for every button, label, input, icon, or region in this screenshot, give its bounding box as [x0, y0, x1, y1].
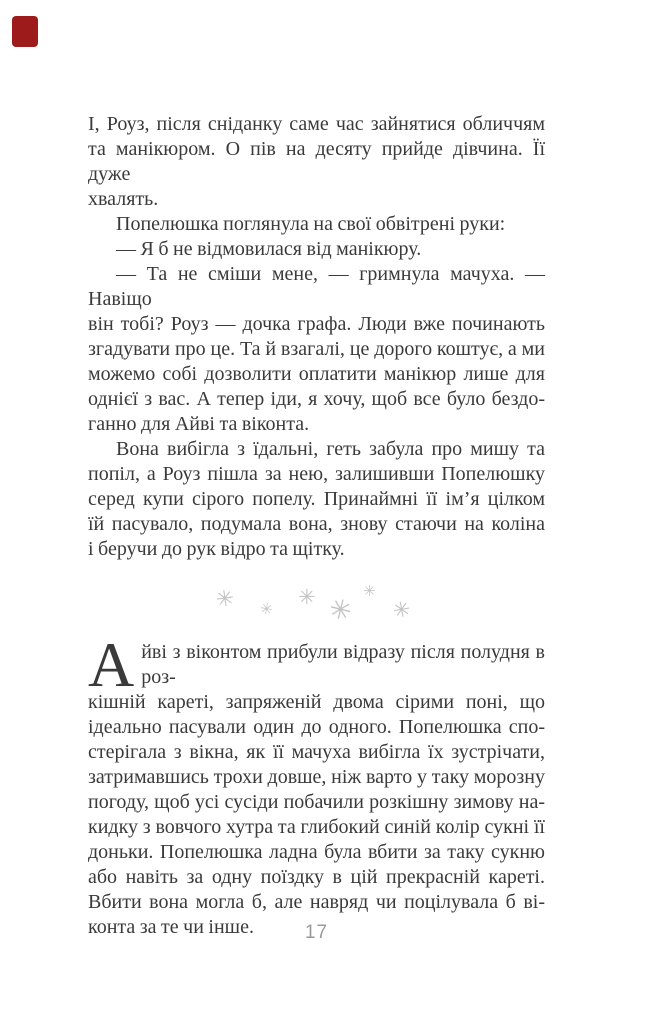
- text-line: затримавшись трохи довше, ніж варто у таку морозну: [88, 766, 545, 788]
- text-line: ідеально пасували один до одного. Попелюшка спо-: [88, 716, 545, 738]
- text-line: кішній кареті, запряженій двома сірими поні, що: [88, 691, 545, 713]
- sparkle-icon: ✳: [325, 592, 356, 629]
- paragraph: [88, 262, 545, 437]
- sparkle-icon: ✳: [214, 585, 237, 614]
- red-marker: [12, 16, 38, 47]
- text-line: або навіть за одну поїздку в цій прекрасній кареті.: [88, 866, 545, 888]
- text-line: попіл, а Роуз пішла за нею, залишивши Попелюшку: [88, 463, 545, 485]
- dropcap-paragraph: [88, 629, 545, 940]
- text-line: йві з віконтом прибули відразу після полудня в роз-: [141, 641, 545, 688]
- text-line: і беручи до рук відро та щітку.: [88, 538, 345, 560]
- sparkle-icon: ✳: [390, 596, 413, 624]
- text-line: погоду, щоб усі сусіди побачили розкішну зимову на-: [88, 791, 545, 813]
- text-line: Вона вибігла з їдальні, геть забула про мишу та: [116, 438, 545, 460]
- text-line: доньки. Попелюшка ладна була вбити за таку сукню: [88, 841, 545, 863]
- text-line: хвалять.: [88, 188, 159, 210]
- section-divider: [88, 562, 545, 640]
- paragraph: [88, 212, 545, 237]
- text-line: ганно для Айві та віконта.: [88, 413, 310, 435]
- text-line: згадувати про це. Та й взагалі, це дорого коштує, а ми: [88, 338, 545, 360]
- text-line: однієї з вас. А тепер іди, я хочу, щоб все було бездо-: [88, 388, 545, 410]
- text-line: стерігала з вікна, як її мачуха вибігла їх зустрічати,: [88, 741, 545, 763]
- text-line: можемо собі дозволити оплатити манікюр лише для: [88, 363, 545, 385]
- sparkle-icon: ✳: [363, 582, 376, 600]
- paragraph: [88, 437, 545, 562]
- text-line: Попелюшка поглянула на свої обвітрені руки:: [116, 213, 506, 235]
- sparkle-icon: ✳: [258, 599, 275, 619]
- text-line: він тобі? Роуз — дочка графа. Люди вже починають: [88, 313, 545, 335]
- paragraphs: [88, 112, 545, 562]
- text-line: — Та не сміши мене, — гримнула мачуха. — Навіщо: [88, 263, 545, 310]
- paragraph: [88, 237, 545, 262]
- paragraph: [88, 112, 545, 212]
- page-text-block: [88, 112, 545, 940]
- text-line: та манікюром. О пів на десяту прийде дівчина. Її дуже: [88, 138, 545, 185]
- text-line: Вбити вона могла б, але навряд чи поцілувала б ві-: [88, 891, 545, 913]
- text-line: кидку з вовчого хутра та глибокий синій колір сукні її: [88, 816, 545, 838]
- page-number: 17: [304, 922, 329, 943]
- text-line: їй пасувало, подумала вона, знову стаючи на коліна: [88, 513, 545, 535]
- text-line: — Я б не відмовилася від манікюру.: [116, 238, 422, 260]
- text-line: І, Роуз, після сніданку саме час зайнятися обличчям: [88, 113, 545, 135]
- page-footer: [88, 922, 545, 944]
- text-line: серед купи сірого попелу. Принаймні її ім’я цілком: [88, 488, 545, 510]
- text-line: конта за те чи інше.: [88, 916, 254, 938]
- sparkle-icon: ✳: [298, 585, 316, 609]
- drop-cap-letter: А: [88, 629, 135, 700]
